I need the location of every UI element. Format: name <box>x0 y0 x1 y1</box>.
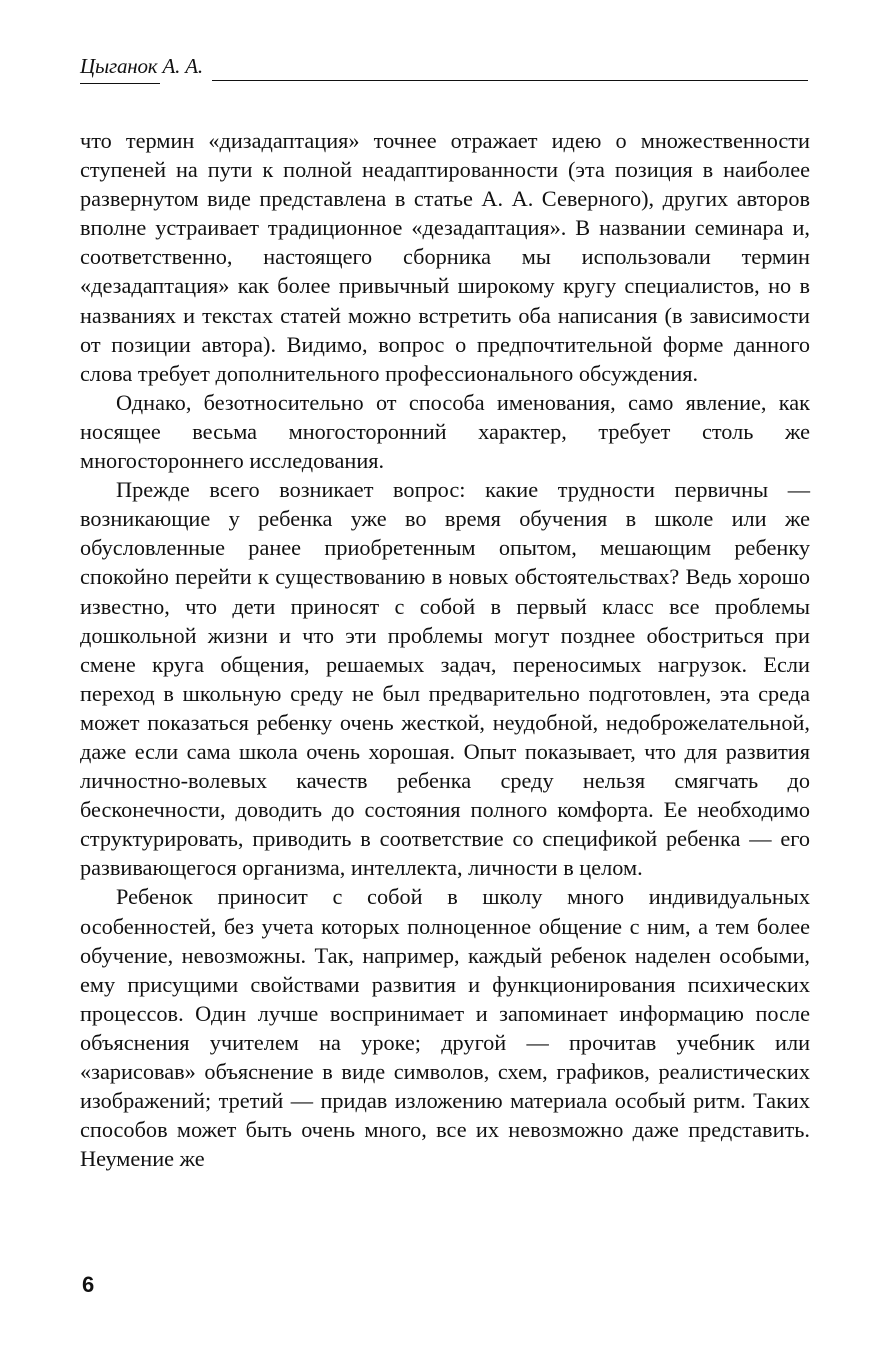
header-rule <box>212 80 808 81</box>
header-author-underline <box>80 83 160 84</box>
paragraph: Однако, безотносительно от способа именования, само явление, как носящее весьма многосторонний характер, требует столь же многостороннего исследования. <box>80 389 810 474</box>
header-author: Цыганок А. А. <box>80 54 203 78</box>
paragraph: Ребенок приносит с собой в школу много индивидуальных особенностей, без учета которых полноценное общение с ним, а тем более обучение, невозможны. Так, например, каждый ребенок наделен особыми, ему присущими свойствами развития и функционирования психических процессов. Один лучше воспринимает и запоминает информацию после объяснения учителем на уроке; другой — прочитав учебник или «зарисовав» объяснение в виде символов, схем, графиков, реалистических изображений; третий — придав изложению материала особый ритм. Таких способов может быть очень много, все их невозможно даже представить. Неумение же <box>80 884 810 1172</box>
paragraph: Прежде всего возникает вопрос: какие трудности первичны — возникающие у ребенка уже во время обучения в школе или же обусловленные ранее приобретенным опытом, мешающим ребенку спокойно перейти к существованию в новых обстоятельствах? Ведь хорошо известно, что дети приносят с собой в первый класс все проблемы дошкольной жизни и что эти проблемы могут позднее обостриться при смене круга общения, решаемых задач, переносимых нагрузок. Если переход в школьную среду не был предварительно подготовлен, эта среда может показаться ребенку очень жесткой, неудобной, недоброжелательной, даже если сама школа очень хорошая. Опыт показывает, что для развития личностно-волевых качеств ребенка среду нельзя смягчать до бесконечности, доводить до состояния полного комфорта. Ее необходимо структурировать, приводить в соответствие со спецификой ребенка — его развивающегося организма, интеллекта, личности в целом. <box>80 477 810 881</box>
page-number: 6 <box>82 1272 95 1297</box>
paragraph-continuation: что термин «дизадаптация» точнее отражает идею о множественности ступеней на пути к полной неадаптированности (эта позиция в наиболее развернутом виде представлена в статье А. А. Северного), других авторов вполне устраивает традиционное «дезадаптация». В названии семинара и, соответственно, настоящего сборника мы использовали термин «дезадаптация» как более привычный широкому кругу специалистов, но в названиях и текстах статей можно встретить оба написания (в зависимости от позиции автора). Видимо, вопрос о предпочтительной форме данного слова требует дополнительного профессионального обсуждения. <box>80 128 810 386</box>
running-header <box>80 50 810 90</box>
body-text <box>80 126 810 1173</box>
